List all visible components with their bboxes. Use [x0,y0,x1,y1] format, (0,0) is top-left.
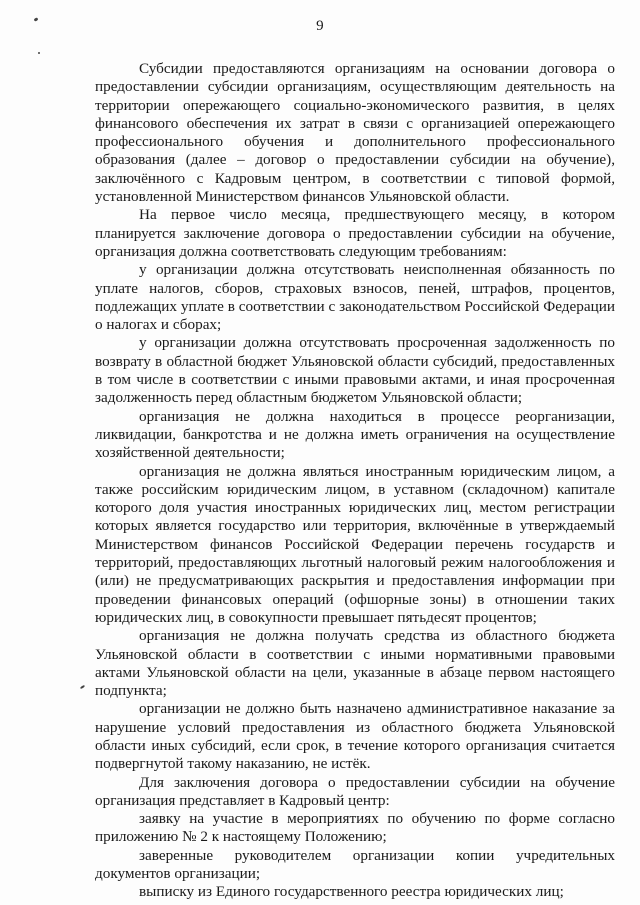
paragraph-document-application: заявку на участие в мероприятиях по обучению по форме согласно приложению № 2 к настоящему Положению; [95,810,615,846]
paragraph-requirement-other-funds: организация не должна получать средства из областного бюджета Ульяновской области в соответствии с иными нормативными правовыми актами Ульяновской области на цели, указанные в абзаце первом настоящего подпункта; [95,627,615,700]
paragraph-requirement-taxes: у организации должна отсутствовать неисполненная обязанность по уплате налогов, сборов, страховых взносов, пеней, штрафов, процентов, подлежащих уплате в соответствии с законодательством Российской Федерации о налогах и сборах; [95,261,615,334]
paragraph-requirement-reorganization: организация не должна находиться в процессе реорганизации, ликвидации, банкротства и не должна иметь ограничения на осуществление хозяйственной деятельности; [95,407,615,462]
paragraph-requirement-debt: у организации должна отсутствовать просроченная задолженность по возврату в областной бюджет Ульяновской области субсидий, предоставленных в том числе в соответствии с иными правовыми актами, и иная просроченная задолженность перед областным бюджетом Ульяновской области; [95,334,615,407]
scan-speck [80,685,85,690]
paragraph-requirement-penalty: организации не должно быть назначено административное наказание за нарушение условий предоставления из областного бюджета Ульяновской области иных субсидий, если срок, в течение которого организация считается подвергнутой такому наказанию, не истёк. [95,700,615,773]
page-number: 9 [316,18,324,34]
paragraph-documents-intro: Для заключения договора о предоставлении субсидии на обучение организация представляет в Кадровый центр: [95,773,615,809]
document-body [95,60,615,902]
paragraph-subsidy-basis: Субсидии предоставляются организациям на основании договора о предоставлении субсидии организациям, осуществляющим деятельность на территории опережающего социально-экономического развития, в целях финансового обеспечения их затрат в связи с организацией опережающего профессионального обучения и дополнительного профессионального образования (далее – договор о предоставлении субсидии на обучение), заключённого с Кадровым центром, в соответствии с типовой формой, установленной Министерством финансов Ульяновской области. [95,60,615,206]
paragraph-document-charter-copies: заверенные руководителем организации копии учредительных документов организации; [95,846,615,883]
scan-speck [38,52,40,54]
paragraph-requirement-foreign-entity: организация не должна являться иностранным юридическим лицом, а также российским юридическим лицом, в уставном (складочном) капитале которого доля участия иностранных юридических лиц, местом регистрации которых является государство или территория, включённые в утверждаемый Министерством финансов Российской Федерации перечень государств и территорий, предоставляющих льготный налоговый режим налогообложения и (или) не предусматривающих раскрытия и предоставления информации при проведении финансовых операций (офшорные зоны) в отношении таких юридических лиц, в совокупности превышает пятьдесят процентов; [95,462,615,626]
paragraph-requirements-intro: На первое число месяца, предшествующего месяцу, в котором планируется заключение договора о предоставлении субсидии на обучение, организация должна соответствовать следующим требованиям: [95,206,615,260]
paragraph-document-registry-extract: выписку из Единого государственного реестра юридических лиц; [139,883,564,901]
